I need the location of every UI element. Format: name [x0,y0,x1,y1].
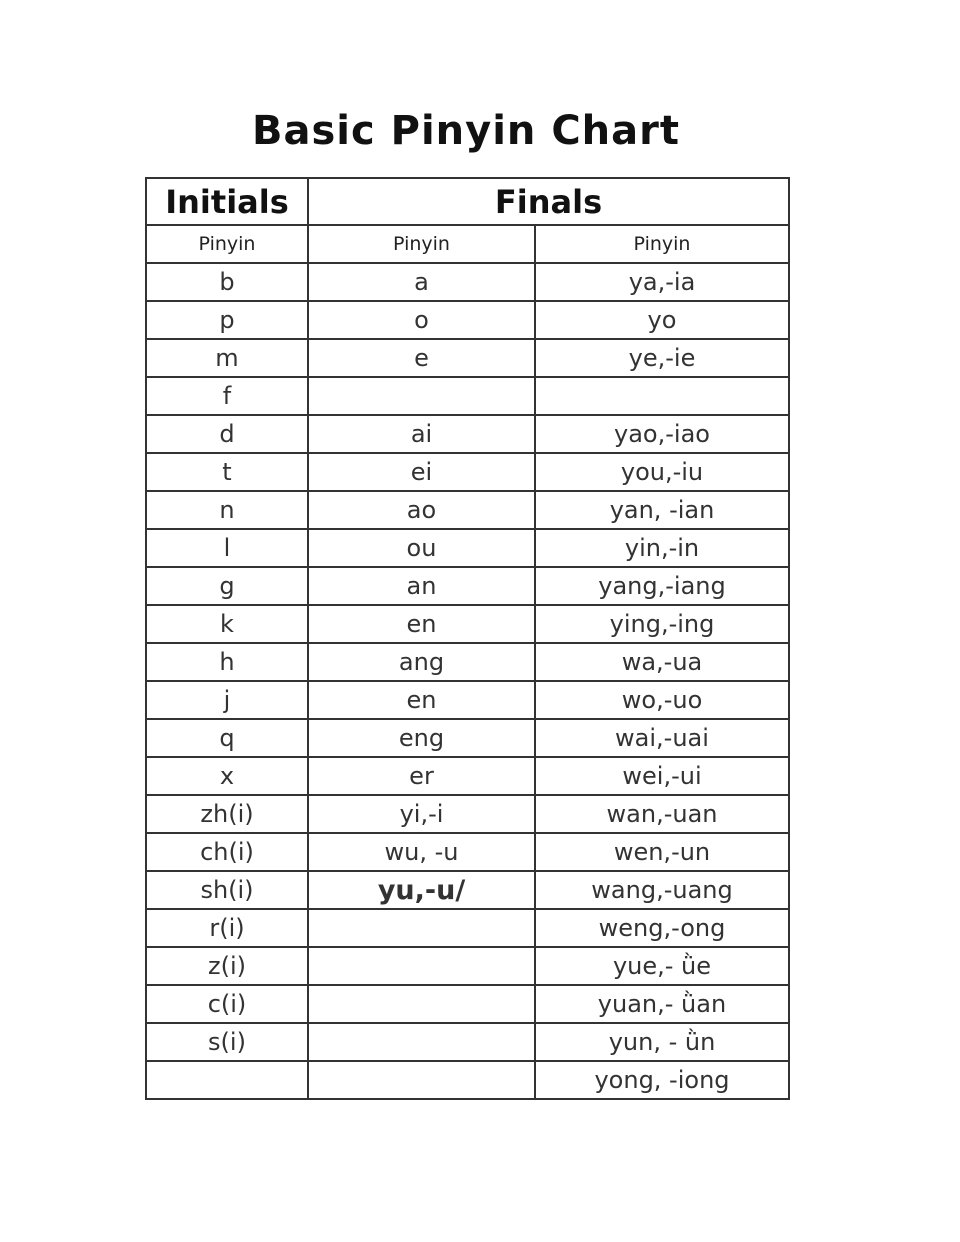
final-variant-cell: yong, -iong [535,1061,789,1099]
final-variant-cell: yue,- ǜe [535,947,789,985]
table-row [146,567,789,605]
initial-cell: f [146,377,308,415]
finals-header: Finals [308,178,789,225]
initial-cell: z(i) [146,947,308,985]
final-variant-cell: wei,-ui [535,757,789,795]
table-body [146,263,789,1099]
final-cell [308,1061,535,1099]
final-variant-cell: ying,-ing [535,605,789,643]
table-row [146,605,789,643]
final-variant-cell: yan, -ian [535,491,789,529]
initial-cell: p [146,301,308,339]
final-cell: wu, -u [308,833,535,871]
final-variant-cell: weng,-ong [535,909,789,947]
final-variant-cell: yin,-in [535,529,789,567]
initial-cell: m [146,339,308,377]
initial-cell: zh(i) [146,795,308,833]
final-cell: o [308,301,535,339]
initial-cell: n [146,491,308,529]
final-cell: an [308,567,535,605]
final-cell: ou [308,529,535,567]
pinyin-table [145,177,790,1100]
final-cell: en [308,681,535,719]
table-row [146,681,789,719]
final-cell: ang [308,643,535,681]
final-cell: ai [308,415,535,453]
final-variant-cell: yang,-iang [535,567,789,605]
initial-cell: x [146,757,308,795]
table-row [146,795,789,833]
final-cell: e [308,339,535,377]
initials-header: Initials [146,178,308,225]
table-row [146,719,789,757]
table-row [146,757,789,795]
column-header: Pinyin [146,225,308,263]
final-variant-cell [535,377,789,415]
final-variant-cell: wan,-uan [535,795,789,833]
table-row [146,453,789,491]
table-row [146,909,789,947]
initial-cell: s(i) [146,1023,308,1061]
table-row [146,985,789,1023]
initial-cell: t [146,453,308,491]
column-header: Pinyin [535,225,789,263]
initial-cell: q [146,719,308,757]
initial-cell: j [146,681,308,719]
final-variant-cell: wen,-un [535,833,789,871]
final-variant-cell: wa,-ua [535,643,789,681]
table-row [146,377,789,415]
final-cell: yi,-i [308,795,535,833]
initial-cell: ch(i) [146,833,308,871]
initial-cell: k [146,605,308,643]
final-cell [308,377,535,415]
table-row [146,1061,789,1099]
final-cell [308,947,535,985]
final-variant-cell: yun, - ǜn [535,1023,789,1061]
final-cell: ao [308,491,535,529]
initial-cell: g [146,567,308,605]
final-cell [308,985,535,1023]
initial-cell: b [146,263,308,301]
table-row [146,833,789,871]
table-row [146,871,789,909]
table-row [146,947,789,985]
initial-cell: sh(i) [146,871,308,909]
final-variant-cell: yao,-iao [535,415,789,453]
initial-cell [146,1061,308,1099]
table-row [146,415,789,453]
final-variant-cell: ye,-ie [535,339,789,377]
initial-cell: l [146,529,308,567]
final-cell: ei [308,453,535,491]
table-row [146,339,789,377]
final-variant-cell: wang,-uang [535,871,789,909]
table-row [146,301,789,339]
final-cell: a [308,263,535,301]
group-header-row [146,178,789,225]
initial-cell: h [146,643,308,681]
final-cell: er [308,757,535,795]
page-title: Basic Pinyin Chart [252,108,680,154]
final-cell: en [308,605,535,643]
sub-header-row [146,225,789,263]
column-header: Pinyin [308,225,535,263]
final-variant-cell: yo [535,301,789,339]
table-row [146,263,789,301]
initial-cell: r(i) [146,909,308,947]
final-cell [308,909,535,947]
initial-cell: d [146,415,308,453]
table-row [146,1023,789,1061]
final-cell: yu,-u/ [308,871,535,909]
final-variant-cell: you,-iu [535,453,789,491]
table-row [146,491,789,529]
final-variant-cell: ya,-ia [535,263,789,301]
table-row [146,643,789,681]
initial-cell: c(i) [146,985,308,1023]
table-row [146,529,789,567]
final-variant-cell: yuan,- ǜan [535,985,789,1023]
final-cell [308,1023,535,1061]
final-variant-cell: wai,-uai [535,719,789,757]
final-variant-cell: wo,-uo [535,681,789,719]
final-cell: eng [308,719,535,757]
